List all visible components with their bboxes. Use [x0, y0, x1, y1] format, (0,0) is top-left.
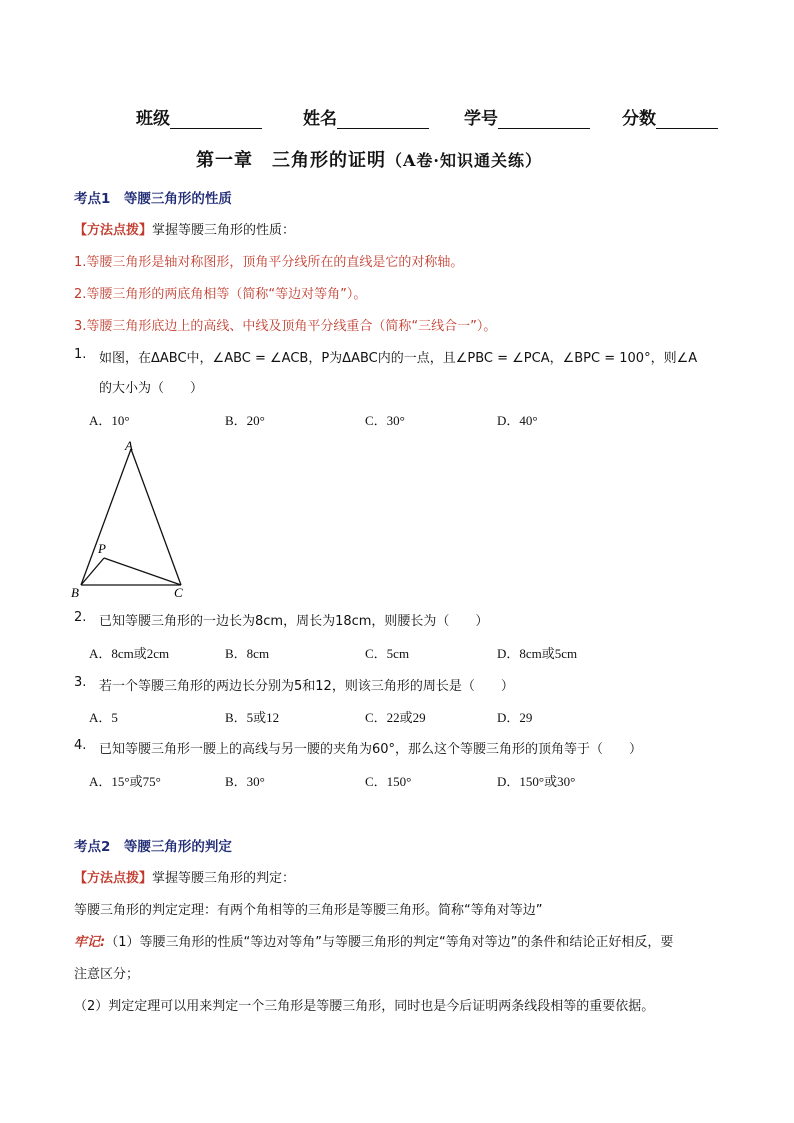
property-point-1: 1.等腰三角形是轴对称图形，顶角平分线所在的直线是它的对称轴。 [74, 255, 464, 270]
question-3-number: 3. [74, 675, 87, 690]
section2-method [74, 867, 295, 886]
method-tag-2: 【方法点拨】 [74, 871, 153, 886]
title-main: 第一章 三角形的证明 [196, 150, 386, 171]
section1-heading: 考点1 等腰三角形的性质 [74, 191, 232, 207]
theorem-text: 等腰三角形的判定定理：有两个角相等的三角形是等腰三角形。简称“等角对等边” [74, 903, 543, 918]
score-label: 分数 [622, 109, 656, 129]
section2-heading: 考点2 等腰三角形的判定 [74, 839, 232, 855]
class-field [136, 104, 262, 129]
q1-option-c[interactable]: C．30° [365, 413, 405, 428]
section1-method [74, 219, 295, 238]
method-text: 掌握等腰三角形的性质： [152, 223, 296, 238]
score-blank[interactable] [656, 110, 718, 129]
q1-option-b[interactable]: B．20° [225, 413, 265, 428]
q2-option-a[interactable]: A．8cm或2cm [89, 646, 170, 661]
q1-option-a[interactable]: A．10° [89, 413, 130, 428]
note-tag: 牢记: [74, 935, 106, 950]
q4-option-c[interactable]: C．150° [365, 774, 412, 789]
question-4-number: 4. [74, 738, 87, 753]
side-ac [131, 449, 181, 585]
question-1-text-line2: 的大小为（ ） [99, 381, 204, 396]
name-field [303, 104, 429, 129]
name-label: 姓名 [303, 109, 337, 129]
id-blank[interactable] [498, 110, 590, 129]
q4-option-d[interactable]: D．150°或30° [497, 774, 576, 789]
triangle-figure [68, 436, 198, 601]
question-2-text: 已知等腰三角形的一边长为8cm，周长为18cm，则腰长为（ ） [99, 614, 489, 629]
label-c: C [174, 585, 183, 600]
q2-option-c[interactable]: C．5cm [365, 646, 410, 661]
property-point-2: 2.等腰三角形的两底角相等（简称“等边对等角”）。 [74, 287, 367, 302]
note-line-1 [74, 931, 673, 950]
q3-option-c[interactable]: C．22或29 [365, 710, 426, 725]
q3-option-a[interactable]: A．5 [89, 710, 118, 725]
q4-option-a[interactable]: A．15°或75° [89, 774, 161, 789]
q1-option-d[interactable]: D．40° [497, 413, 538, 428]
class-blank[interactable] [170, 110, 262, 129]
label-b: B [71, 585, 79, 600]
note-2: （2）判定定理可以用来判定一个三角形是等腰三角形，同时也是今后证明两条线段相等的重要依据。 [74, 999, 655, 1014]
question-4-text: 已知等腰三角形一腰上的高线与另一腰的夹角为60°，那么这个等腰三角形的顶角等于（ ） [99, 742, 643, 757]
question-1-number: 1. [74, 347, 87, 362]
segment-bp [81, 558, 104, 585]
class-label: 班级 [136, 109, 170, 129]
note-1b: 注意区分； [74, 967, 140, 982]
property-point-3: 3.等腰三角形底边上的高线、中线及顶角平分线重合（简称“三线合一”）。 [74, 319, 497, 334]
q2-option-b[interactable]: B．8cm [225, 646, 270, 661]
q3-option-b[interactable]: B．5或12 [225, 710, 280, 725]
segment-pc [104, 558, 181, 585]
q4-option-b[interactable]: B．30° [225, 774, 265, 789]
score-field [622, 104, 718, 129]
id-field [464, 104, 590, 129]
name-blank[interactable] [337, 110, 429, 129]
id-label: 学号 [464, 109, 498, 129]
page-title [196, 146, 542, 172]
label-a: A [125, 438, 133, 453]
method-tag: 【方法点拨】 [74, 223, 153, 238]
question-3-text: 若一个等腰三角形的两边长分别为5和12，则该三角形的周长是（ ） [99, 679, 514, 694]
label-p: P [98, 541, 106, 556]
q3-option-d[interactable]: D．29 [497, 710, 533, 725]
question-2-number: 2. [74, 610, 87, 625]
note-1a: （1）等腰三角形的性质“等边对等角”与等腰三角形的判定“等角对等边”的条件和结论正好相反，要 [105, 935, 674, 950]
q2-option-d[interactable]: D．8cm或5cm [497, 646, 578, 661]
method-text-2: 掌握等腰三角形的判定： [152, 871, 296, 886]
question-1-text: 如图，在ΔABC中，∠ABC = ∠ACB，P为ΔABC内的一点，且∠PBC = ∠PCA，∠BPC = 100°，则∠A [99, 351, 698, 366]
title-sub: （A卷·知识通关练） [386, 151, 542, 170]
